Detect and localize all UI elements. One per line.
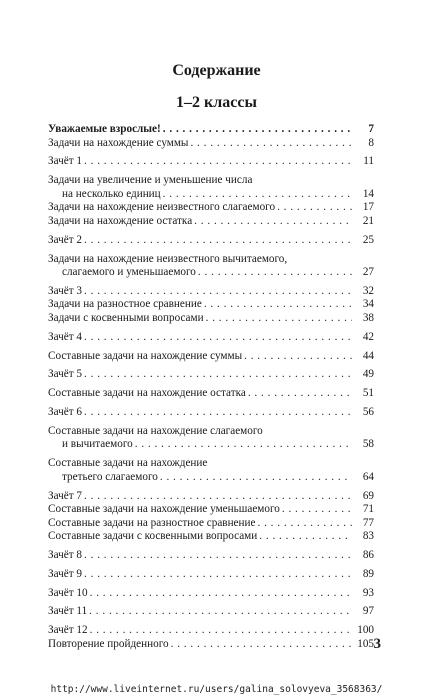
toc-entry-title: Составные задачи на нахождение слагаемого [48,424,263,437]
toc-entry-page: 83 [362,530,374,543]
toc-entry-title: Составные задачи с косвенными вопросами [48,530,258,543]
dot-leader [244,350,352,364]
dot-leader [84,368,352,382]
toc-entry-page: 11 [363,155,374,168]
toc-line [48,253,374,267]
dot-leader [84,568,352,582]
toc-line [48,605,374,619]
toc-entry [48,490,374,504]
toc-entry [48,368,374,382]
dot-leader [89,605,352,619]
toc-entry-title: Составные задачи на нахождение остатка [48,387,246,400]
toc-entry-page: 8 [368,136,374,149]
toc-entry [48,312,374,326]
toc-entry [48,406,374,420]
toc-entry-title: слагаемого и уменьшаемого [62,266,196,279]
toc-entry-page: 56 [362,405,374,418]
toc-entry-title: Уважаемые взрослые! [48,123,161,135]
toc-entry-page: 17 [362,201,374,214]
toc-entry-page: 25 [362,233,374,246]
toc-entry-title: и вычитаемого [62,438,133,451]
toc-entry [48,503,374,517]
toc-entry-title: Зачёт 8 [48,549,82,562]
dot-leader [84,155,352,169]
toc-entry-title: Задачи на нахождение суммы [48,136,189,149]
dot-leader [84,234,352,248]
toc-entry-title: Задачи на разностное сравнение [48,298,202,311]
toc-entry [48,137,374,151]
toc-line [48,471,374,485]
toc-line [48,638,374,652]
toc-entry-page: 44 [362,349,374,362]
toc-line [48,568,374,582]
toc-entry [48,425,374,452]
toc-entry-page: 105 [357,637,374,650]
dot-leader [171,638,352,652]
toc-line [48,457,374,471]
toc-entry-page: 7 [368,123,374,135]
toc-entry-title: Составные задачи на нахождение суммы [48,349,243,362]
toc-entry [48,155,374,169]
dot-leader [248,387,352,401]
toc-entry-title: Задачи на увеличение и уменьшение числа [48,174,253,187]
toc-entry [48,624,374,638]
toc-line [48,266,374,280]
dot-leader [84,490,352,504]
toc-entry [48,253,374,280]
toc-entry-title: Составные задачи на нахождение уменьшаемого [48,503,280,516]
toc-line [48,387,374,401]
dot-leader [163,123,352,137]
toc-entry-title: Составные задачи на разностное сравнение [48,516,256,529]
page-title: Содержание [172,62,261,79]
toc-entry-title: на несколько единиц [62,187,161,200]
toc-entry-page: 14 [362,187,374,200]
toc-entry [48,174,374,201]
dot-leader [206,312,352,326]
toc-line [48,123,374,137]
toc-entry [48,201,374,215]
toc-entry [48,234,374,248]
dot-leader [84,285,352,299]
toc-line [48,587,374,601]
toc-entry [48,605,374,619]
toc-entry-page: 34 [362,298,374,311]
page-number: 3 [373,636,381,652]
toc-line [48,188,374,202]
toc-entry-page: 21 [362,214,374,227]
toc-entry-page: 77 [362,516,374,529]
toc-entry [48,123,374,137]
toc-entry-title: Зачёт 4 [48,330,82,343]
section-subtitle: 1–2 классы [176,94,257,111]
toc-entry-title: Зачёт 12 [48,624,88,637]
toc-entry-page: 38 [362,312,374,325]
toc-entry-title: Зачёт 7 [48,489,82,502]
toc-entry-page: 58 [362,438,374,451]
toc-line [48,624,374,638]
toc-line [48,331,374,345]
toc-entry-title: Составные задачи на нахождение [48,457,208,470]
toc-entry-title: Зачёт 3 [48,284,82,297]
toc-entry [48,350,374,364]
toc-line [48,438,374,452]
toc-line [48,174,374,188]
toc-line [48,490,374,504]
toc-line [48,215,374,229]
toc-entry-title: Зачёт 2 [48,233,82,246]
table-of-contents [48,112,374,651]
dot-leader [84,406,352,420]
toc-entry [48,530,374,544]
toc-entry-page: 51 [362,387,374,400]
dot-leader [90,587,352,601]
toc-line [48,285,374,299]
toc-entry-page: 86 [362,549,374,562]
toc-line [48,137,374,151]
toc-entry [48,285,374,299]
toc-entry-title: Задачи на нахождение неизвестного слагаемого [48,201,276,214]
dot-leader [204,298,352,312]
dot-leader [277,201,352,215]
dot-leader [198,266,352,280]
toc-entry-page: 42 [362,330,374,343]
toc-entry-page: 97 [362,605,374,618]
toc-entry-title: Повторение пройденного [48,637,169,650]
toc-entry-title: Зачёт 5 [48,368,82,381]
toc-entry-title: Зачёт 1 [48,155,82,168]
toc-entry-page: 93 [362,586,374,599]
toc-line [48,503,374,517]
toc-line [48,350,374,364]
toc-entry-page: 64 [362,470,374,483]
toc-entry-title: Задачи с косвенными вопросами [48,312,204,325]
toc-line [48,155,374,169]
toc-entry-title: Зачёт 6 [48,405,82,418]
toc-entry [48,387,374,401]
toc-line [48,298,374,312]
toc-entry-page: 69 [362,489,374,502]
toc-entry-page: 32 [362,284,374,297]
toc-entry-title: третьего слагаемого [62,470,158,483]
toc-entry-title: Задачи на нахождение остатка [48,214,193,227]
dot-leader [163,188,352,202]
dot-leader [259,530,352,544]
toc-entry [48,457,374,484]
toc-entry-title: Задачи на нахождение неизвестного вычитаемого, [48,252,288,265]
dot-leader [282,503,352,517]
toc-entry-page: 27 [362,266,374,279]
toc-line [48,234,374,248]
toc-entry-title: Зачёт 9 [48,567,82,580]
toc-entry [48,331,374,345]
toc-entry [48,549,374,563]
toc-entry-page: 89 [362,567,374,580]
watermark-url: http://www.liveinternet.ru/users/galina_solovyeva_3568363/ [50,684,383,695]
toc-entry [48,568,374,582]
toc-line [48,312,374,326]
toc-line [48,517,374,531]
dot-leader [160,471,352,485]
dot-leader [194,215,352,229]
toc-entry-title: Зачёт 11 [48,605,88,618]
dot-leader [90,624,352,638]
toc-line [48,368,374,382]
toc-entry-page: 100 [357,624,374,637]
toc-line [48,530,374,544]
toc-entry [48,298,374,312]
toc-line [48,406,374,420]
toc-entry-page: 49 [362,368,374,381]
toc-line [48,201,374,215]
toc-entry [48,215,374,229]
dot-leader [84,549,352,563]
toc-line [48,425,374,439]
dot-leader [257,517,352,531]
dot-leader [84,331,352,345]
toc-entry [48,638,374,652]
toc-line [48,549,374,563]
dot-leader [135,438,352,452]
toc-entry-page: 71 [362,503,374,516]
toc-entry [48,587,374,601]
dot-leader [190,137,352,151]
toc-entry [48,517,374,531]
toc-entry-title: Зачёт 10 [48,586,88,599]
